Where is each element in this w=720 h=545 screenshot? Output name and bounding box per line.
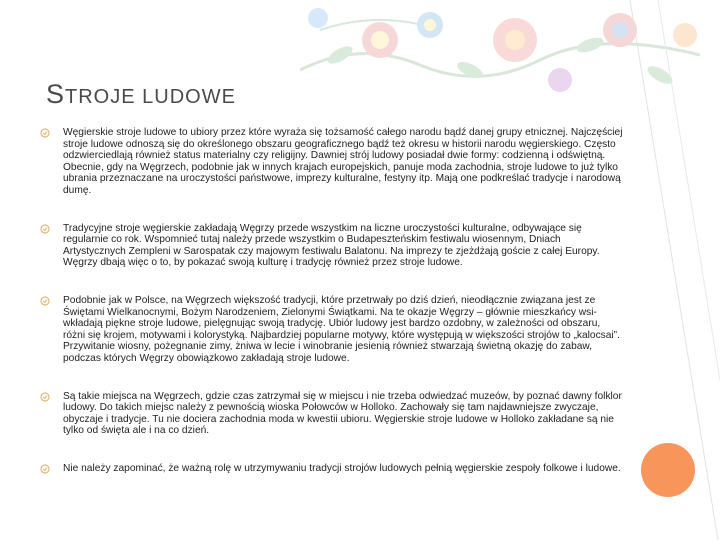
bullet-text: Są takie miejsca na Węgrzech, gdzie czas zatrzymał się w miejscu i nie trzeba odwiedzać muzeów, by poznać dawny folklor ludowy. Do takich miejsc należy z pewnością wioska Połowców w Holloko. Zachowały się tam najdawniejsze zwyczaje, obyczaje i tradycje. Tu nie dociera zachodnia moda w kwestii ubioru. Węgierskie stroje ludowe w Holloko zakładane są nie tylko od święta ale i na co dzień. (63, 390, 622, 437)
bullet-text: Tradycyjne stroje węgierskie zakładają Węgrzy przede wszystkim na liczne uroczystości kulturalne, odbywające się regularnie co rok. Wspomnieć tutaj należy przede wszystkim o Budapeszteńskim festiwalu wiosennym, Dniach Artystycznych Zempleni w Sarospatak czy majowym festiwalu Balatonu. Na imprezy te zjeżdżają goście z całej Europy. Węgrzy dbają więc o to, by pokazać swoją kulturę i tradycję również przez stroje ludowe. (63, 222, 600, 269)
bullet-icon (40, 392, 50, 402)
bullet-list (40, 124, 625, 474)
list-item (40, 127, 625, 197)
bullet-icon (40, 128, 50, 138)
bullet-text: Podobnie jak w Polsce, na Węgrzech większość tradycji, które przetrwały po dziś dzień, nieodłącznie związana jest ze Świętami Wielkanocnymi, Bożym Narodzeniem, Zielonymi Świątkami. Na te okazje Węgrzy – głównie mieszkańcy wsi-wkładają piękne stroje ludowe, pielęgnując swoją tradycję. Ubiór ludowy jest bardzo ozdobny, w zależności od obszaru, różni się krojem, motywami i kolorystyką. Najbardziej popularne motywy, które występują w większości strojów to „kalocsai”. Przywitanie wiosny, pożegnanie zimy, żniwa w lecie i winobranie jesienią również stwarzają świetną okazję do zabaw, podczas których Węgrzy obowiązkowo zakładają stroje ludowe. (63, 294, 620, 364)
bullet-icon (40, 296, 50, 306)
bullet-icon (40, 224, 50, 234)
title-rest: TROJE LUDOWE (65, 86, 236, 108)
page-title (46, 79, 236, 110)
list-item (40, 463, 625, 475)
bullet-text: Węgierskie stroje ludowe to ubiory przez które wyraża się tożsamość całego narodu bądź danej grupy etnicznej. Najczęściej stroje ludowe odnoszą się do określonego obszaru geograficznego bądź też okresu w historii narodu węgierskiego. Często odzwierciedlają również status materialny czy religijny. Dawniej strój ludowy posiadał dwie formy: codzienną i odświętną. Obecnie, gdy na Węgrzech, podobnie jak w innych krajach europejskich, panuje moda zachodnia, stroje ludowe to już tylko ubrania przeznaczane na uroczystości państwowe, imprezy kulturalne, festyny itp. Mają one podkreślać tradycje i narodową dumę. (63, 127, 623, 196)
title-first-letter: S (46, 79, 66, 109)
list-item (40, 391, 625, 437)
list-item (40, 295, 625, 365)
list-item (40, 223, 625, 269)
bullet-icon (40, 464, 50, 474)
orange-circle-decoration (641, 443, 695, 497)
bullet-text: Nie należy zapominać, że ważną rolę w utrzymywaniu tradycji strojów ludowych pełnią węgierskie zespoły folkowe i ludowe. (63, 462, 621, 474)
